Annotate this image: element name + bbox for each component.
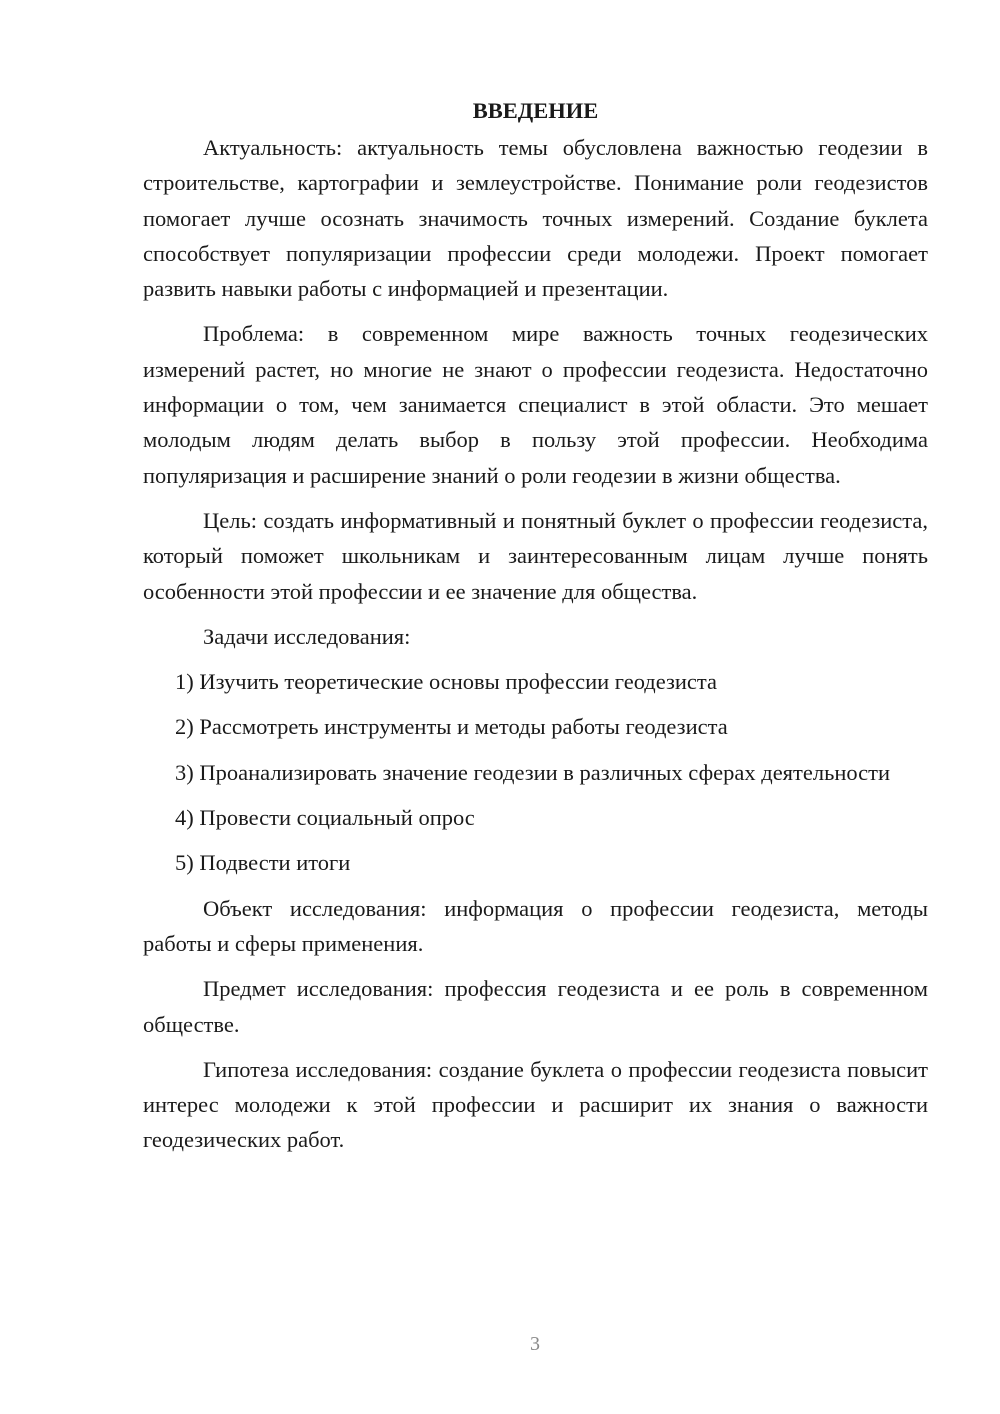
paragraph-object: Объект исследования: информация о профессии геодезиста, методы работы и сферы применения. xyxy=(143,895,928,956)
task-item: 5) Подвести итоги xyxy=(175,850,351,876)
task-item: 4) Провести социальный опрос xyxy=(175,805,475,831)
page-title: ВВЕДЕНИЕ xyxy=(472,98,599,123)
paragraph-problem: Проблема: в современном мире важность точных геодезических измерений растет, но многие не знают о профессии геодезиста. Недостаточно информации о том, чем занимается специалист в этой области. Это мешает молодым людям делать выбор в пользу этой профессии. Необходима популяризация и расширение знаний о роли геодезии в жизни общества. xyxy=(143,321,928,488)
task-item: 3) Проанализировать значение геодезии в различных сферах деятельности xyxy=(175,759,891,785)
paragraph-subject: Предмет исследования: профессия геодезиста и ее роль в современном обществе. xyxy=(143,976,928,1037)
tasks-heading: Задачи исследования: xyxy=(203,623,411,649)
paragraph-relevance: Актуальность: актуальность темы обусловлена важностью геодезии в строительстве, картографии и землеустройстве. Понимание роли геодезистов помогает лучше осознать значимость точных измерений. Создание буклета способствует популяризации профессии среди молодежи. Проект помогает развить навыки работы с информацией и презентации. xyxy=(143,135,928,302)
page-content xyxy=(143,92,928,1158)
paragraph-hypothesis: Гипотеза исследования: создание буклета о профессии геодезиста повысит интерес молодежи к этой профессии и расширит их знания о важности геодезических работ. xyxy=(143,1056,928,1153)
task-item: 2) Рассмотреть инструменты и методы работы геодезиста xyxy=(175,714,728,740)
paragraph-goal: Цель: создать информативный и понятный буклет о профессии геодезиста, который поможет школьникам и заинтересованным лицам лучше понять особенности этой профессии и ее значение для общества. xyxy=(143,507,928,604)
page-number: 3 xyxy=(530,1333,540,1355)
task-item: 1) Изучить теоретические основы профессии геодезиста xyxy=(175,669,718,695)
